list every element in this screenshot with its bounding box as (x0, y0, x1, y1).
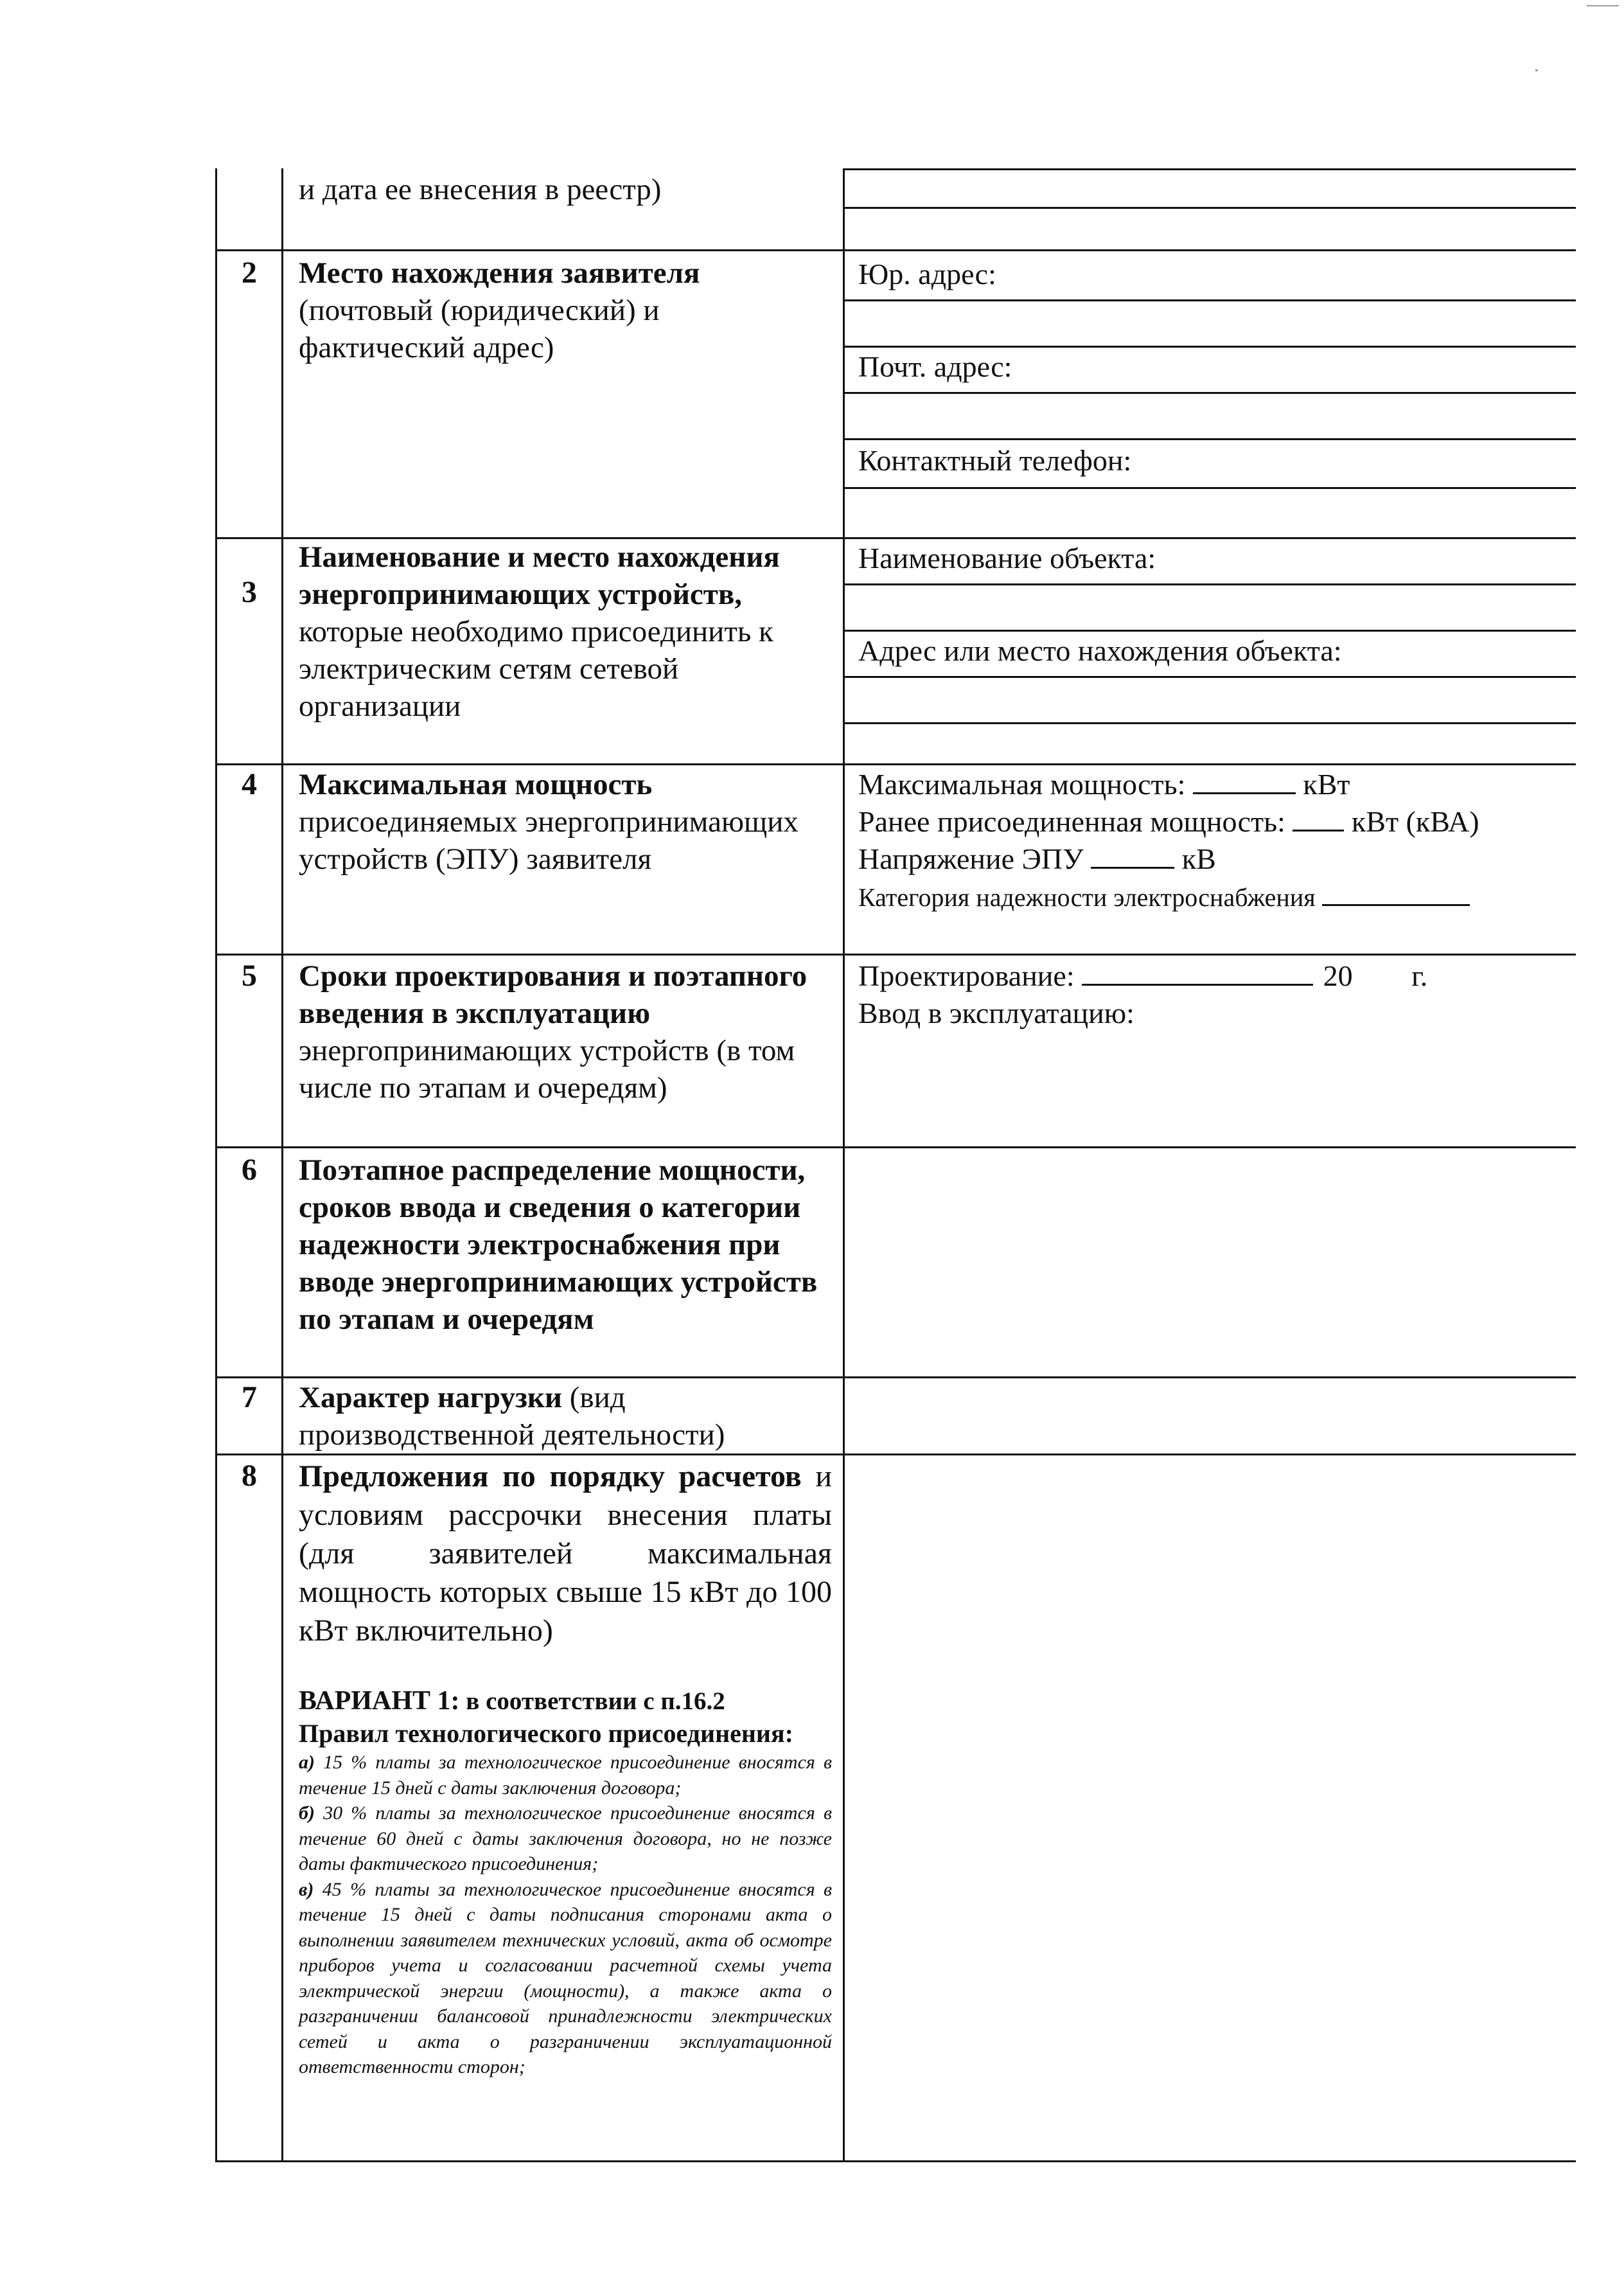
row-border (215, 763, 1576, 765)
scan-mark (1535, 69, 1538, 71)
row-number: 6 (242, 1153, 257, 1187)
row-border (215, 1146, 1576, 1148)
max-power-unit: кВт (1303, 768, 1350, 801)
fill-line (843, 722, 1576, 724)
row-number: 5 (242, 959, 257, 993)
prev-power-field (858, 803, 1479, 840)
row-6-title: Поэтапное распределение мощности, сроков ввода и сведения о категории надежности электроснабжения при вводе энергопринимающих устройств по этапам и очередям (299, 1153, 818, 1336)
payment-item-c (299, 1877, 832, 2080)
object-address-label: Адрес или место нахождения объекта: (858, 634, 1342, 667)
row-border (215, 249, 1576, 251)
design-blank[interactable] (1082, 958, 1313, 986)
item-text: 30 % платы за технологическое присоединение вносятся в течение 60 дней с даты заключения договора, но не позже даты фактического присоединения; (299, 1802, 832, 1874)
commission-label: Ввод в эксплуатацию: (858, 997, 1134, 1029)
variant-rules: Правил технологического присоединения: (299, 1719, 793, 1748)
row-3-detail: которые необходимо присоединить к электрическим сетям сетевой организации (299, 615, 773, 723)
row-5-title: Сроки проектирования и поэтапного введения в эксплуатацию (299, 959, 808, 1030)
variant-reference: в соответствии с п.16.2 (459, 1687, 725, 1715)
scan-mark (1587, 5, 1619, 6)
max-power-label: Максимальная мощность: (858, 768, 1186, 801)
table-col2-border (843, 168, 845, 2162)
design-label: Проектирование: (858, 959, 1075, 992)
row-4-title: Максимальная мощность (299, 768, 653, 801)
voltage-field (858, 840, 1216, 878)
voltage-unit: кВ (1181, 842, 1216, 875)
row-3-title: Наименование и место нахождения энергопринимающих устройств, (299, 540, 780, 611)
fill-line (843, 487, 1576, 489)
item-letter: б) (299, 1802, 315, 1824)
reliability-field (858, 879, 1470, 916)
reliability-blank[interactable] (1322, 882, 1470, 906)
row-border (215, 1454, 1576, 1455)
postal-address-label: Почт. адрес: (858, 350, 1012, 383)
row-number: 2 (242, 256, 257, 290)
row-number: 8 (242, 1459, 257, 1493)
item-letter: в) (299, 1878, 314, 1900)
fill-line (843, 583, 1576, 585)
table-col1-border (281, 168, 283, 2162)
row-number: 4 (242, 767, 257, 801)
row-4-description (299, 766, 832, 878)
row-number: 3 (242, 575, 257, 609)
design-field (858, 957, 1427, 995)
fill-line (843, 346, 1576, 348)
fill-line (843, 168, 1576, 170)
max-power-blank[interactable] (1193, 767, 1296, 794)
payment-item-b (299, 1800, 832, 1877)
item-text: 45 % платы за технологическое присоединение вносятся в течение 15 дней с даты подписания сторонами акта о выполнении заявителем технических условий, акта об осмотре приборов учета и согласовании расчетной схемы учета электрической энергии (мощности), а также акта о разграничении балансовой принадлежности электрических сетей и акта о разграничении эксплуатационной ответственности сторон; (299, 1878, 832, 2077)
fill-line (843, 630, 1576, 632)
row-border (215, 1376, 1576, 1378)
legal-address-label: Юр. адрес: (858, 258, 996, 290)
row-5-detail: энергопринимающих устройств (в том числе по этапам и очередям) (299, 1034, 795, 1105)
prev-power-label: Ранее присоединенная мощность: (858, 805, 1285, 838)
fill-line (843, 676, 1576, 678)
object-name-label: Наименование объекта: (858, 542, 1156, 574)
row-2-detail: (почтовый (юридический) и фактический адрес) (299, 294, 660, 364)
row-1-line: и дата ее внесения в реестр) (299, 173, 662, 206)
row-4-detail: присоединяемых энергопринимающих устройств (ЭПУ) заявителя (299, 805, 799, 876)
variant-title: ВАРИАНТ 1: (299, 1686, 460, 1716)
design-suffix: г. (1411, 959, 1428, 992)
prev-power-blank[interactable] (1293, 804, 1344, 831)
payment-items (299, 1750, 832, 2080)
row-2-title: Место нахождения заявителя (299, 256, 700, 290)
row-3-description (299, 538, 832, 725)
voltage-blank[interactable] (1091, 841, 1174, 869)
payment-item-a (299, 1750, 832, 1800)
row-1-text (299, 171, 832, 208)
row-2-description (299, 254, 832, 366)
row-7-detail: (вид производственной деятельности) (299, 1381, 725, 1452)
row-5-description (299, 957, 832, 1107)
reliability-label: Категория надежности электроснабжения (858, 883, 1316, 912)
variant-heading (299, 1685, 832, 1750)
fill-line (843, 207, 1576, 209)
row-border (215, 954, 1576, 956)
max-power-field (858, 766, 1350, 803)
row-8-title: Предложения по порядку расчетов (299, 1459, 802, 1493)
fill-line (843, 299, 1576, 301)
row-6-description (299, 1151, 832, 1338)
row-7-description (299, 1379, 832, 1454)
item-text: 15 % платы за технологическое присоединение вносятся в течение 15 дней с даты заключения договора; (299, 1752, 832, 1799)
row-8-detail: и условиям рассрочки внесения платы (для заявителей максимальная мощность которых свыше 15 кВт до 100 кВт включительно) (299, 1459, 833, 1648)
voltage-label: Напряжение ЭПУ (858, 842, 1084, 875)
design-year: 20 (1323, 959, 1353, 992)
row-7-title: Характер нагрузки (299, 1381, 562, 1414)
fill-line (843, 392, 1576, 394)
row-number: 7 (242, 1380, 257, 1414)
prev-power-unit: кВт (кВА) (1351, 805, 1479, 838)
table-left-border (215, 168, 217, 2162)
item-letter: а) (299, 1752, 315, 1773)
contact-phone-label: Контактный телефон: (858, 444, 1132, 477)
row-8-description (299, 1457, 832, 1650)
table-bottom-border (215, 2160, 1576, 2162)
fill-line (843, 438, 1576, 440)
